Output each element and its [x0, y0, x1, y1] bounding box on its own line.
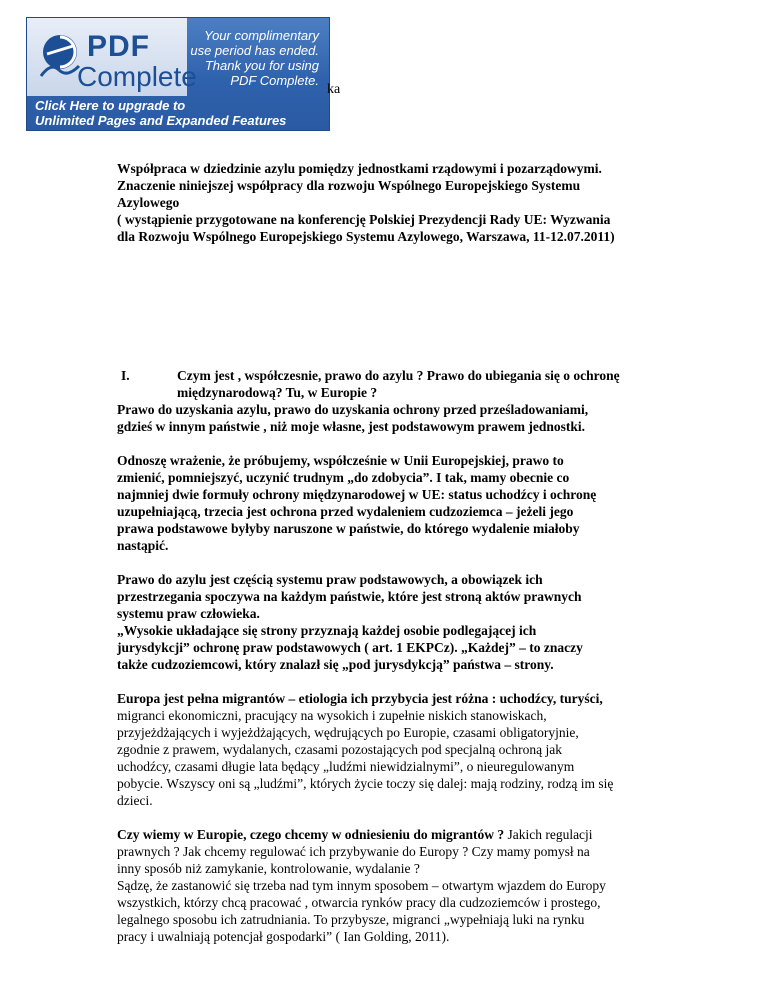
lead-line: Prawo do uzyskania azylu, prawo do uzyskania ochrony przed prześladowaniami, [117, 402, 589, 417]
paragraph-lead-bold: Czy wiemy w Europie, czego chcemy w odniesieniu do migrantów ? [117, 827, 505, 842]
paragraph-line: dzieci. [117, 793, 153, 808]
paragraph-line: pracy i uwalniają potencjał gospodarki” ( Ian Golding, 2011). [117, 929, 450, 944]
upgrade-banner[interactable] [27, 18, 329, 130]
paragraph-europe-migrants [117, 690, 662, 809]
title-line: dla Rozwoju Wspólnego Europejskiego Systemu Azylowego, Warszawa, 11-12.07.2011) [117, 229, 615, 244]
section-heading [117, 367, 662, 401]
paragraph-line: zmienić, pomniejszyć, uczynić trudnym „do zdobycia”. I tak, mamy obecnie co [117, 470, 570, 485]
logo-block [27, 18, 197, 96]
message-line: Your complimentary [204, 28, 319, 43]
paragraph-line: zgodnie z prawem, wydalanych, czasami pozostających pod specjalną ochroną jak [117, 742, 562, 757]
message-line: use period has ended. [190, 43, 319, 58]
paragraph-line: uchodźcy, czasami długie lata będący „ludźmi niewidzialnymi”, o nieuregulowanym [117, 759, 575, 774]
paragraph-line: nastąpić. [117, 538, 169, 553]
paragraph-line: Prawo do azylu jest częścią systemu praw podstawowych, a obowiązek ich [117, 572, 543, 587]
paragraph-line: także cudzoziemcowi, który znalazł się „pod jurysdykcją” państwa – strony. [117, 657, 554, 672]
section-heading-line: międzynarodową? Tu, w Europie ? [177, 385, 378, 400]
paragraph-line: prawnych ? Jak chcemy regulować ich przybywanie do Europy ? Czy mamy pomysł na [117, 844, 590, 859]
paragraph-line: „Wysokie układające się strony przyznają każdej osobie podlegającej ich [117, 623, 537, 638]
title-line: ( wystąpienie przygotowane na konferencję Polskiej Prezydencji Rady UE: Wyzwania [117, 212, 611, 227]
paragraph-line: najmniej dwie formuły ochrony międzynarodowej w UE: status uchodźcy i ochronę [117, 487, 597, 502]
document-title [117, 160, 662, 245]
paragraph-line: Sądzę, że zastanowić się trzeba nad tym innym sposobem – otwartym wjazdem do Europy [117, 878, 606, 893]
document-body [117, 160, 662, 945]
paragraph-line: systemu praw człowieka. [117, 606, 260, 621]
logo-complete-text: Complete [77, 61, 197, 92]
logo-pdf-text: PDF [87, 30, 150, 63]
paragraph-line: przyjeżdżających i wyjeżdżających, wędrujących po Europie, czasami obligatoryjnie, [117, 725, 579, 740]
paragraph-line: inny sposób niż zamykanie, kontrolowanie, wydalanie ? [117, 861, 420, 876]
paragraph-europe-question [117, 826, 662, 945]
paragraph-line: Jakich regulacji [504, 827, 593, 842]
paragraph-asylum-forms [117, 452, 662, 554]
paragraph-line: legalnego sposobu ich zatrudniania. To przybysze, migranci „wypełniają luki na rynku [117, 912, 585, 927]
cta-line[interactable]: Click Here to upgrade to [35, 98, 186, 113]
paragraph-line: przestrzegania spoczywa na każdym państwie, które jest stroną aktów prawnych [117, 589, 582, 604]
section-lead [117, 401, 662, 435]
title-line: Znaczenie niniejszej współpracy dla rozwoju Wspólnego Europejskiego Systemu [117, 178, 581, 193]
paragraph-line: uzupełniającą, trzecia jest ochrona przed wydaleniem cudzoziemca – jeżeli jego [117, 504, 574, 519]
paragraph-fundamental-rights [117, 571, 662, 673]
trial-expired-message [169, 28, 319, 88]
section-heading-line: Czym jest , współczesnie, prawo do azylu ? Prawo do ubiegania się o ochronę [177, 368, 620, 383]
title-line: Współpraca w dziedzinie azylu pomiędzy jednostkami rządowymi i pozarządowymi. [117, 161, 602, 176]
message-line: PDF Complete. [230, 73, 319, 88]
paragraph-line: Odnoszę wrażenie, że próbujemy, współcześnie w Unii Europejskiej, prawo to [117, 453, 564, 468]
cta-line[interactable]: Unlimited Pages and Expanded Features [35, 113, 287, 128]
paragraph-line: migranci ekonomiczni, pracujący na wysokich i zupełnie niskich stanowiskach, [117, 708, 547, 723]
message-line: Thank you for using [204, 58, 319, 73]
paragraph-line: pobycie. Wszyscy oni są „ludźmi”, których życie toczy się dalej: mają rodziny, rodzą im się [117, 776, 614, 791]
lead-line: gdzieś w innym państwie , niż moje własne, jest podstawowym prawem jednostki. [117, 419, 585, 434]
paragraph-line: jurysdykcji” ochronę praw podstawowych ( art. 1 EKPCz). „Każdej” – to znaczy [117, 640, 583, 655]
paragraph-line: wszystkich, którzy chcą pracować , otwarcia rynków pracy dla cudzoziemców i prostego, [117, 895, 601, 910]
upgrade-link[interactable] [35, 98, 286, 128]
section-number: I. [121, 368, 130, 383]
paragraph-lead-bold: Europa jest pełna migrantów – etiologia ich przybycia jest różna : uchodźcy, turyści, [117, 691, 603, 706]
header-fragment: ka [327, 82, 341, 97]
title-line: Azylowego [117, 195, 180, 210]
paragraph-line: prawa podstawowe byłyby naruszone w państwie, do którego wydalenie miałoby [117, 521, 580, 536]
